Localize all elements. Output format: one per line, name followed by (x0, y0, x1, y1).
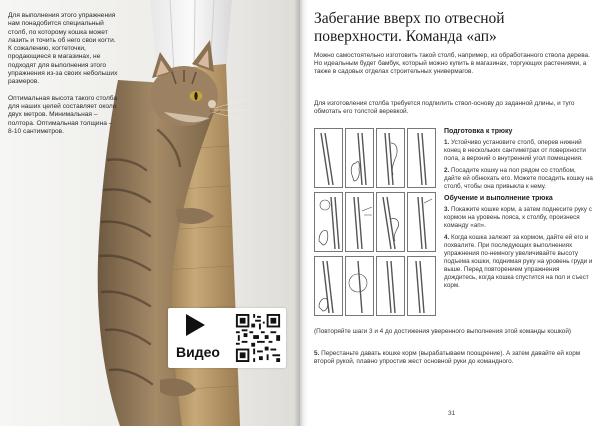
video-label[interactable]: Видео (176, 344, 220, 360)
video-badge[interactable] (168, 308, 286, 368)
qr-code-icon (234, 312, 282, 364)
illustration-panel-2 (345, 128, 374, 188)
step-2: 2. Посадите кошку на пол рядом со столбом, дайте ей обнюхать его. Можете посадить кошку на столб, чтобы она привыкла к нему. (444, 167, 593, 190)
intro-paragraph-1: Можно самостоятельно изготовить такой столб, например, из обработанного ствола дерева. Но идеальным будет бамбук, который можно купить в магазинах, торгующих растениями, а также в садовых отделах строительных универмагов. (314, 52, 590, 75)
illustration-panel-7 (376, 192, 405, 252)
illustration-panel-11 (376, 256, 405, 316)
left-paragraph-2: Оптимальная высота такого столба для наших целей составляет около двух метров. Минимальная – полтора. Оптимальная толщина – 8-10 сантиметров. (8, 94, 118, 135)
prep-heading: Подготовка к трюку (444, 128, 513, 135)
page-number: 31 (448, 410, 456, 417)
step-3: 3. Покажите кошке корм, а затем поднесите руку с кормом на уровень пояса, к столбу, произнеся команду «ап». (444, 206, 592, 229)
illustration-panel-12 (407, 256, 436, 316)
illustration-grid (314, 128, 438, 320)
left-page-text (8, 12, 120, 144)
illustration-panel-10 (345, 256, 374, 316)
illustration-panel-6 (345, 192, 374, 252)
page-title: Забегание вверх по отвесной поверхности. Команда «ап» (314, 10, 505, 45)
step-4: 4. Когда кошка залезет за кормом, дайте ей его и похвалите. При последующих выполнениях упражнения по-немногу увеличивайте высоту подъема кошки, поднимая руку на уровень груди и выше. Перед повторением упражнения дождитесь, когда кошка спустится на пол и съест корм. (444, 234, 593, 289)
play-icon[interactable] (186, 314, 205, 336)
illustration-panel-1 (314, 128, 343, 188)
step-5: 5. Перестаньте давать кошке корм (вырабатываем поощрение). А затем давайте ей корм второй рукой, плавно упростив жест основной руки до командного. (314, 350, 581, 365)
right-page (300, 0, 604, 426)
illustration-panel-8 (407, 192, 436, 252)
illustration-panel-4 (407, 128, 436, 188)
learn-heading: Обучение и выполнение трюка (444, 195, 553, 202)
illustration-panel-9 (314, 256, 343, 316)
illustration-panel-3 (376, 128, 405, 188)
illustration-panel-5 (314, 192, 343, 252)
step-1: 1. Устойчиво установите столб, оперев нижний конец в нескольких сантиметрах от поверхности пола, а верхний о внутренний угол помещения. (444, 139, 586, 162)
intro-paragraph-2: Для изготовления столба требуется подпилить ствол-основу до заданной длины, и туго обмотать его толстой веревкой. (314, 100, 575, 115)
left-page (0, 0, 300, 426)
repeat-note: (Повторяйте шаги 3 и 4 до достижения уверенного выполнения этой команды кошкой) (314, 328, 572, 335)
steps-column (444, 128, 594, 294)
left-paragraph-1: Для выполнения этого упражнения нам понадобится специальный столб, по которому кошка может лазить и точить об него свои когти. К сожалению, когтеточки, продающиеся в магазинах, не подходят для выполнения этого упражнения из-за своих небольших размеров. (8, 12, 118, 86)
